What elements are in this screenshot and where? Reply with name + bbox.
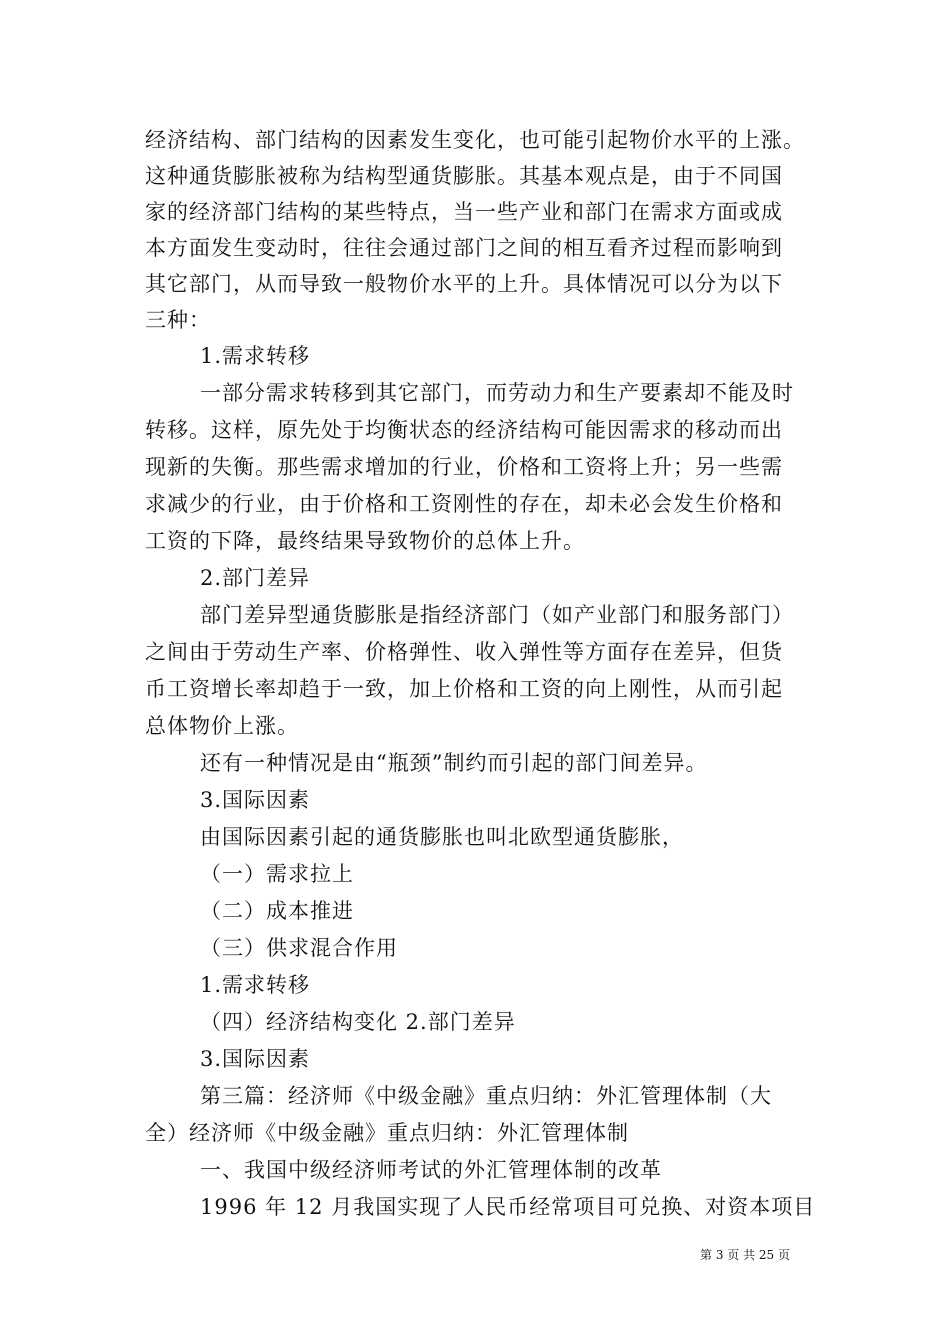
page-number: 第 3 页 共 25 页: [700, 1248, 790, 1262]
paragraph-line: 现新的失衡。那些需求增加的行业，价格和工资将上升；另一些需: [145, 455, 783, 479]
section-heading: 1.需求转移: [200, 344, 311, 368]
paragraph-line: 之间由于劳动生产率、价格弹性、收入弹性等方面存在差异，但货: [145, 640, 783, 664]
section-heading: 3.国际因素: [200, 788, 311, 812]
list-item: 1.需求转移: [200, 973, 311, 997]
paragraph-line: 还有一种情况是由“瓶颈”制约而引起的部门间差异。: [200, 751, 708, 775]
chapter-title: 第三篇：经济师《中级金融》重点归纳：外汇管理体制（大: [200, 1084, 772, 1108]
paragraph-line: 求减少的行业，由于价格和工资刚性的存在，却未必会发生价格和: [145, 492, 783, 516]
list-item: （一）需求拉上: [200, 862, 354, 886]
paragraph-line: 币工资增长率却趋于一致，加上价格和工资的向上刚性，从而引起: [145, 677, 783, 701]
paragraph-line: 1996 年 12 月我国实现了人民币经常项目可兑换、对资本项目: [200, 1195, 816, 1219]
paragraph-line: 由国际因素引起的通货膨胀也叫北欧型通货膨胀，: [200, 825, 684, 849]
list-item: （二）成本推进: [200, 899, 354, 923]
paragraph-line: 部门差异型通货膨胀是指经济部门（如产业部门和服务部门）: [200, 603, 794, 627]
paragraph-line: 三种：: [145, 308, 211, 332]
paragraph-line: 家的经济部门结构的某些特点，当一些产业和部门在需求方面或成: [145, 200, 783, 224]
paragraph-line: 这种通货膨胀被称为结构型通货膨胀。其基本观点是，由于不同国: [145, 164, 783, 188]
paragraph-line: 本方面发生变动时，往往会通过部门之间的相互看齐过程而影响到: [145, 236, 783, 260]
list-item: （三）供求混合作用: [200, 936, 398, 960]
paragraph-line: 总体物价上涨。: [145, 714, 299, 738]
section-heading: 一、我国中级经济师考试的外汇管理体制的改革: [200, 1158, 662, 1182]
list-item: 3.国际因素: [200, 1047, 311, 1071]
section-heading: 2.部门差异: [200, 566, 311, 590]
paragraph-line: 工资的下降，最终结果导致物价的总体上升。: [145, 529, 585, 553]
paragraph-line: 一部分需求转移到其它部门，而劳动力和生产要素却不能及时: [200, 381, 794, 405]
paragraph-line: 其它部门，从而导致一般物价水平的上升。具体情况可以分为以下: [145, 272, 783, 296]
list-item: （四）经济结构变化 2.部门差异: [200, 1010, 516, 1034]
chapter-title: 全）经济师《中级金融》重点归纳：外汇管理体制: [145, 1121, 629, 1145]
paragraph-line: 经济结构、部门结构的因素发生变化，也可能引起物价水平的上涨。: [145, 128, 805, 152]
paragraph-line: 转移。这样，原先处于均衡状态的经济结构可能因需求的移动而出: [145, 418, 783, 442]
